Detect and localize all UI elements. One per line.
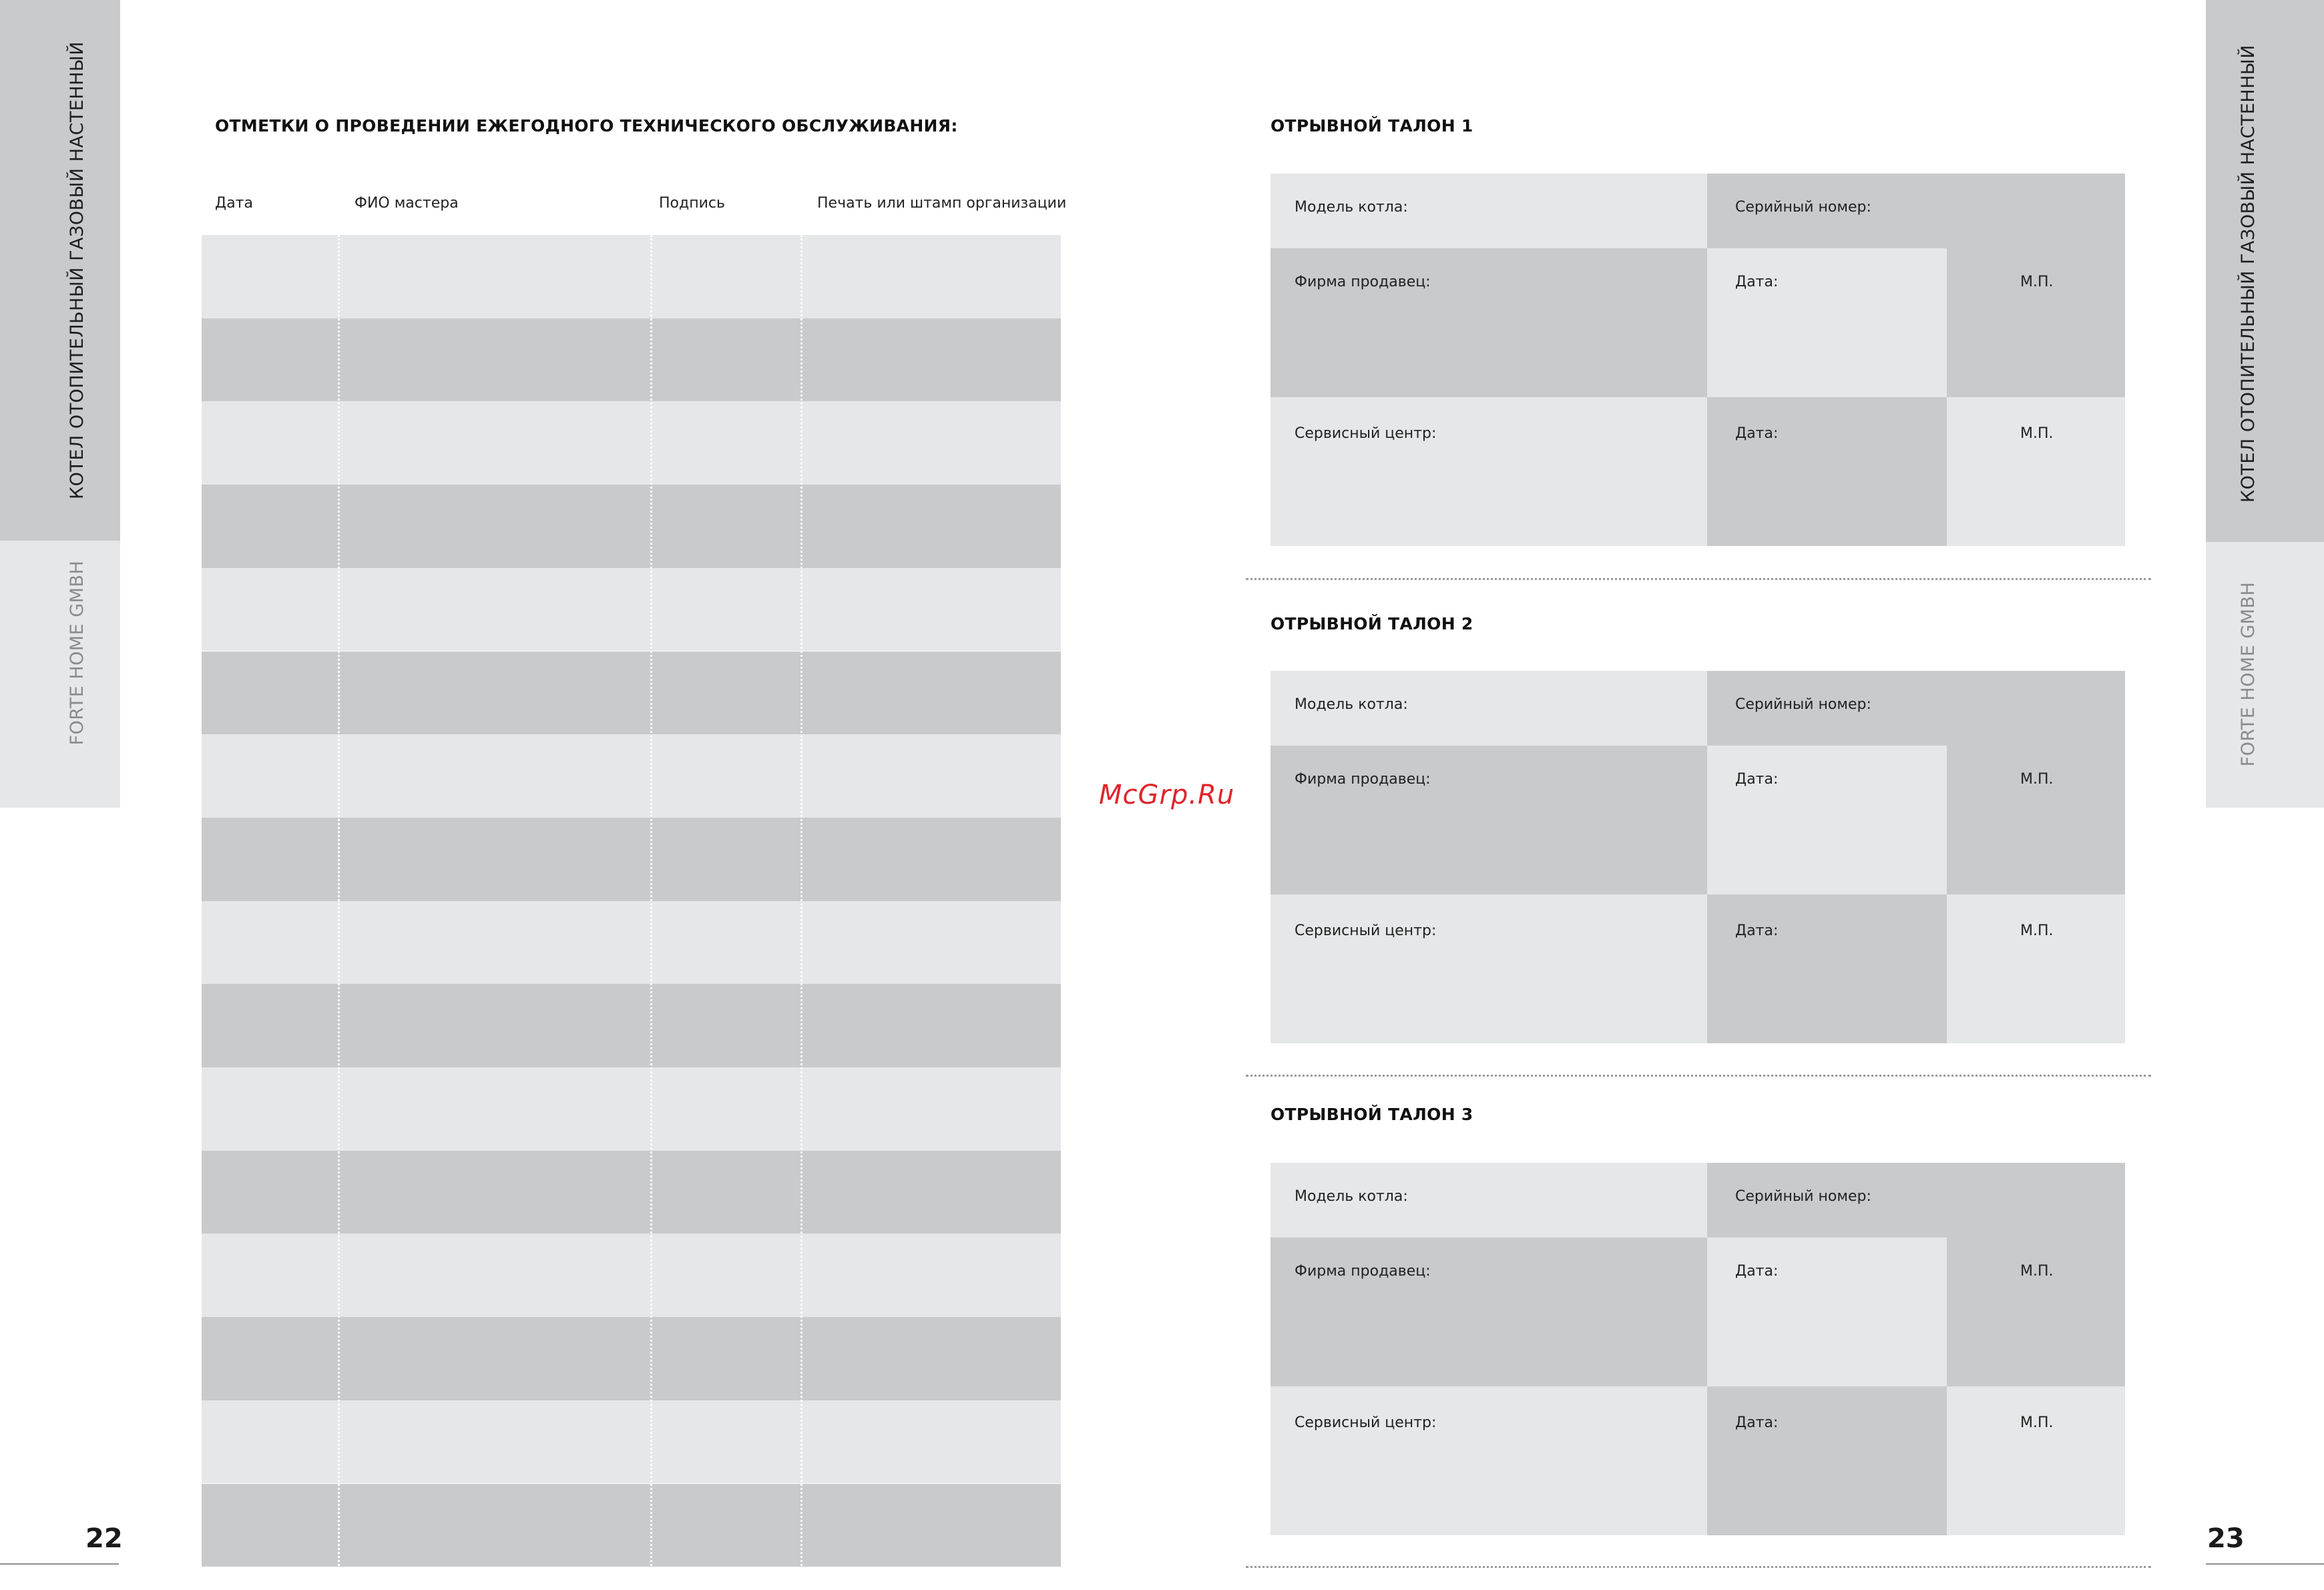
table-row xyxy=(202,1400,1061,1484)
maintenance-log-title: ОТМЕТКИ О ПРОВЕДЕНИИ ЕЖЕГОДНОГО ТЕХНИЧЕСКОГО ОБСЛУЖИВАНИЯ: xyxy=(215,116,958,136)
coupon-3-model-cell xyxy=(1270,1163,1707,1238)
coupon-3-service-label: Сервисный центр: xyxy=(1295,1414,1437,1431)
coupon-2-service-cell xyxy=(1270,894,1707,1043)
coupon-2-service-label: Сервисный центр: xyxy=(1295,922,1437,939)
coupon-3-service-stamp-label: М.П. xyxy=(2020,1414,2054,1431)
table-row xyxy=(202,1234,1061,1317)
coupon-2-title: ОТРЫВНОЙ ТАЛОН 2 xyxy=(1270,614,1473,633)
column-header-signature: Подпись xyxy=(659,195,725,212)
column-header-stamp: Печать или штамп организации xyxy=(817,195,1067,212)
right-page-number-underline xyxy=(2206,1563,2324,1565)
table-row xyxy=(202,901,1061,985)
table-row xyxy=(202,318,1061,402)
table-row xyxy=(202,401,1061,485)
right-side-tab-title: КОТЕЛ ОТОПИТЕЛЬНЫЙ ГАЗОВЫЙ НАСТЕННЫЙ xyxy=(2238,44,2259,503)
coupon-3-seller-label: Фирма продавец: xyxy=(1295,1263,1431,1280)
coupon-1-service-stamp-cell xyxy=(1947,397,2125,546)
coupon-1-serial-label: Серийный номер: xyxy=(1735,199,1871,216)
coupon-3-title: ОТРЫВНОЙ ТАЛОН 3 xyxy=(1270,1105,1473,1124)
coupon-3-service-date-label: Дата: xyxy=(1735,1414,1779,1431)
coupon-2-seller-label: Фирма продавец: xyxy=(1295,771,1431,788)
coupon-2-service-stamp-label: М.П. xyxy=(2020,922,2054,939)
left-side-tab-title: КОТЕЛ ОТОПИТЕЛЬНЫЙ ГАЗОВЫЙ НАСТЕННЫЙ xyxy=(67,41,87,500)
coupon-3-seller-date-cell xyxy=(1707,1238,1947,1386)
coupon-3-serial-label: Серийный номер: xyxy=(1735,1188,1871,1205)
coupon-1-seller-cell xyxy=(1270,248,1707,397)
coupon-1-tear-line[interactable] xyxy=(1246,578,2151,580)
coupon-1-title: ОТРЫВНОЙ ТАЛОН 1 xyxy=(1270,116,1473,136)
left-side-tab-top xyxy=(0,0,120,541)
table-row xyxy=(202,651,1061,735)
coupon-1-service-stamp-label: М.П. xyxy=(2020,425,2054,442)
coupon-3-serial-cell xyxy=(1707,1163,2125,1238)
coupon-2-serial-label: Серийный номер: xyxy=(1735,696,1871,713)
coupon-3-service-cell xyxy=(1270,1386,1707,1535)
coupon-3-seller-stamp-cell xyxy=(1947,1238,2125,1386)
right-page-number: 23 xyxy=(2207,1523,2245,1554)
right-side-tab-company: FORTE HOME GMBH xyxy=(2238,581,2259,767)
left-side-tab-company: FORTE HOME GMBH xyxy=(67,560,87,746)
left-side-tab-bottom xyxy=(0,541,120,808)
coupon-2-seller-cell xyxy=(1270,746,1707,894)
coupon-1-service-label: Сервисный центр: xyxy=(1295,425,1437,442)
coupon-1-service-date-cell xyxy=(1707,397,1947,546)
coupon-1-seller-stamp-label: М.П. xyxy=(2020,274,2054,290)
coupon-2-seller-stamp-cell xyxy=(1947,746,2125,894)
left-page-number-underline xyxy=(0,1563,119,1565)
table-row xyxy=(202,734,1061,818)
column-header-master-name: ФИО мастера xyxy=(355,195,459,212)
coupon-2-seller-date-cell xyxy=(1707,746,1947,894)
coupon-2-seller-stamp-label: М.П. xyxy=(2020,771,2054,788)
coupon-3-seller-cell xyxy=(1270,1238,1707,1386)
coupon-1-service-date-label: Дата: xyxy=(1735,425,1779,442)
coupon-1-model-cell xyxy=(1270,174,1707,248)
coupon-1-seller-date-label: Дата: xyxy=(1735,274,1779,290)
watermark: McGrp.Ru xyxy=(1099,780,1235,810)
coupon-3-seller-date-label: Дата: xyxy=(1735,1263,1779,1280)
table-row xyxy=(202,1317,1061,1400)
table-row xyxy=(202,568,1061,651)
coupon-2-model-label: Модель котла: xyxy=(1295,696,1408,713)
table-row xyxy=(202,1151,1061,1234)
table-row xyxy=(202,1484,1061,1567)
coupon-2-seller-date-label: Дата: xyxy=(1735,771,1779,788)
table-row xyxy=(202,235,1061,318)
coupon-3-model-label: Модель котла: xyxy=(1295,1188,1408,1205)
column-divider xyxy=(338,235,340,1566)
coupon-2-model-cell xyxy=(1270,671,1707,746)
table-row xyxy=(202,485,1061,568)
coupon-2-tear-line[interactable] xyxy=(1246,1075,2151,1077)
column-divider xyxy=(650,235,652,1566)
coupon-2-service-date-label: Дата: xyxy=(1735,922,1779,939)
coupon-3-service-date-cell xyxy=(1707,1386,1947,1535)
column-divider xyxy=(800,235,802,1566)
coupon-1-seller-label: Фирма продавец: xyxy=(1295,274,1431,290)
right-side-tab-bottom xyxy=(2206,542,2324,808)
left-page-number: 22 xyxy=(85,1523,123,1554)
coupon-2-serial-cell xyxy=(1707,671,2125,746)
coupon-3-service-stamp-cell xyxy=(1947,1386,2125,1535)
coupon-2-service-stamp-cell xyxy=(1947,894,2125,1043)
coupon-1-seller-stamp-cell xyxy=(1947,248,2125,397)
coupon-1-service-cell xyxy=(1270,397,1707,546)
coupon-1-model-label: Модель котла: xyxy=(1295,199,1408,216)
coupon-1-seller-date-cell xyxy=(1707,248,1947,397)
coupon-2-service-date-cell xyxy=(1707,894,1947,1043)
coupon-3-tear-line[interactable] xyxy=(1246,1566,2151,1568)
coupon-3-seller-stamp-label: М.П. xyxy=(2020,1263,2054,1280)
coupon-1-serial-cell xyxy=(1707,174,2125,248)
right-side-tab-top xyxy=(2206,0,2324,542)
table-row xyxy=(202,984,1061,1067)
table-row xyxy=(202,1067,1061,1151)
table-row xyxy=(202,818,1061,901)
column-header-date: Дата xyxy=(215,195,253,212)
